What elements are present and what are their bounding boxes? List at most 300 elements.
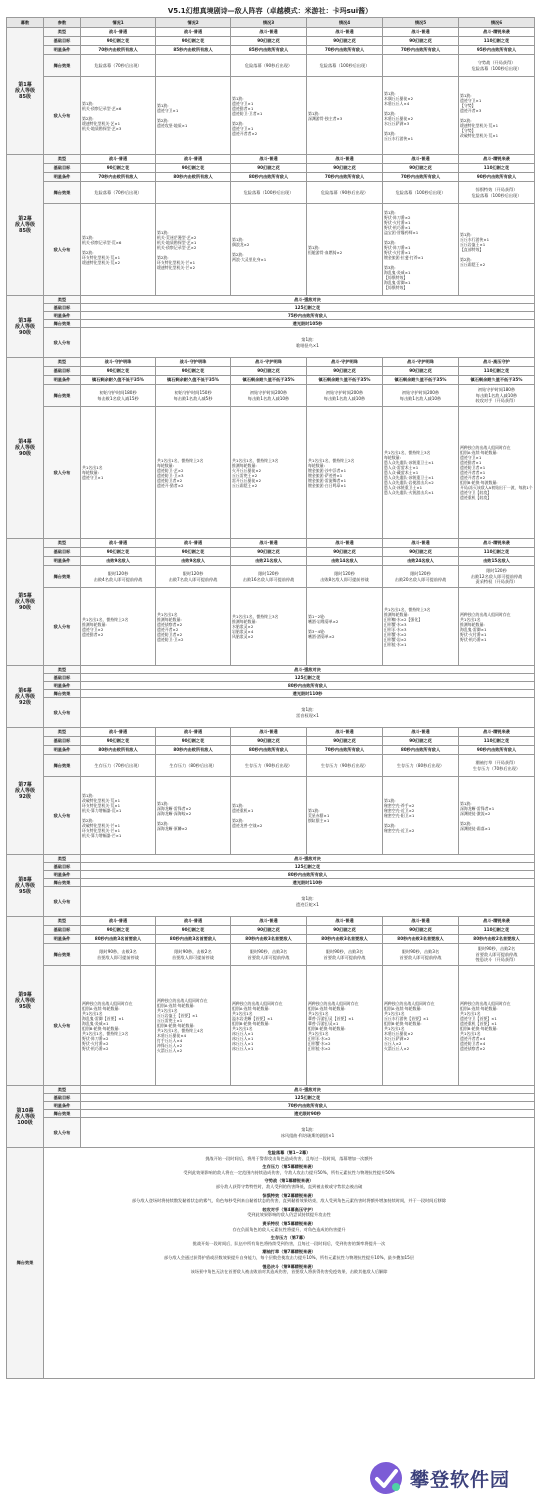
act-row — [7, 77, 535, 155]
merged-cell: 125幻剧之花 — [81, 304, 535, 312]
act-row — [7, 37, 535, 46]
table-cell: 共1名出1名，惯持终上2名 每轮数量: 镀金旅团·沙中浮者×1 镀金旅团·萨迹兽×1 镀金旅团·雷旋舞者×1 镀金旅团·白日鸣章×1 — [307, 407, 383, 539]
act-level-label: 第3幕 敌人等级 90级 — [7, 296, 44, 358]
table-cell: 战斗·普通 — [231, 539, 307, 548]
effect-title: 潮袖打草（第7幕精锐来袭） — [262, 1249, 316, 1255]
table-cell: 80秒内击败3名首要敌人 — [81, 935, 156, 944]
table-cell: 战斗·普通 — [156, 155, 231, 164]
table-cell: 危险落幕（70秒后出现） — [81, 55, 156, 77]
row-label: 敌人分布 — [44, 966, 81, 1086]
row-label: 明星条件 — [44, 46, 81, 55]
act-row — [7, 698, 535, 728]
table-cell: 镇石剩余耐久值不低于35% — [231, 376, 307, 385]
act-row — [7, 55, 535, 77]
act-row — [7, 312, 535, 320]
table-cell: 战斗·普通 — [231, 728, 307, 737]
table-cell: 110幻剧之花 — [459, 164, 535, 173]
row-label: 类型 — [44, 358, 81, 367]
table-cell: 70秒内击败所有敌人 — [383, 46, 459, 55]
table-cell: 85秒内击败所有敌人 — [156, 46, 231, 55]
act-row — [7, 777, 535, 855]
table-cell: 第1波: 秘密空壳·斧手×2 秘密空壳·近卫×2 秘密空壳·阳卫×1 第2波: 秘密空壳·近卫×2 — [383, 777, 459, 855]
merged-cell: 战斗·强敌对决 — [81, 296, 535, 304]
table-cell: 战斗·守护明珠 — [231, 358, 307, 367]
table-cell: 90幻剧之花 — [81, 926, 156, 935]
header-cell: 情况3 — [231, 18, 307, 28]
table-body — [7, 28, 535, 1148]
table-cell: 危险落幕（100秒后出现） — [383, 182, 459, 204]
row-label: 类型 — [44, 666, 81, 674]
table-cell: 第1波: 木偶丘丘暴徒×2 木盾丘丘人×4 第2波: 木盾丘丘暴徒×2 水丘丘萨满×3 第3波: 丘丘水行游侠×1 — [383, 77, 459, 155]
table-cell: 战斗·普通 — [307, 155, 383, 164]
row-label: 舞台效果 — [44, 566, 81, 588]
row-label: 舞台效果 — [44, 385, 81, 407]
row-label: 基础目标 — [44, 863, 81, 871]
row-label: 舞台效果 — [44, 320, 81, 328]
effect-desc: 部分敌人登场时将持续散发黏着状态的雾气，角色每秒受到来自黏着状态的伤害，直到黏着效果结束，敌人受到角色元素伤害时将额外增加持续时间，并于一段时间后移除 — [131, 1198, 447, 1204]
table-cell: 限时120秒 击败16名敌人即可提前停战 — [231, 566, 307, 588]
effect-desc: 受到此效果影响的敌人将在一定范围内持续造成伤害，令敌人攻击力提升50%，所有元素抗性与物理抗性提升50% — [183, 1169, 395, 1175]
table-cell: 战斗·精锐来袭 — [459, 28, 535, 37]
merged-cell: 125幻剧之花 — [81, 1094, 535, 1102]
table-cell: 90幻剧之花 — [307, 926, 383, 935]
table-cell: 战斗·普通 — [81, 728, 156, 737]
act-level-label: 第6幕 敌人等级 92级 — [7, 666, 44, 728]
table-cell: 110幻剧之花 — [459, 548, 535, 557]
table-cell: 战斗·普通 — [383, 28, 459, 37]
table-cell: 共1名出1名，惯持终上3名 推测每轮数量: 火开丘丘暴徒×2 丘丘雷兜王×2 雷开丘丘暴徒×2 丘丘霜铠王×2 — [231, 407, 307, 539]
table-cell: 镇石剩余耐久值不低于35% — [307, 376, 383, 385]
row-label: 基础目标 — [44, 367, 81, 376]
row-label: 舞台效果 — [44, 1110, 81, 1118]
effect-title: 惊惧特效（第2幕精锐来袭） — [262, 1192, 316, 1198]
table-cell: 第1波: 遗迹守卫×1 【守势】 遗迹开者×3 第2波: 缓速特化型机关·荒×1 【守势】 改破特化型机关·荒×1 — [459, 77, 535, 155]
merged-cell: 80秒内击败所有敌人 — [81, 871, 535, 879]
table-cell: 战斗·普通 — [307, 917, 383, 926]
effect-desc: 受到此效果影响的敌人仍尝试持续提升攻击性 — [247, 1212, 331, 1218]
table-cell: 战斗·普通 — [156, 28, 231, 37]
row-label: 明星条件 — [44, 312, 81, 320]
merged-cell: 80秒内击败所有敌人 — [81, 682, 535, 690]
table-cell: 限时120秒 击败7名敌人即可提前停战 — [156, 566, 231, 588]
table-cell: 战斗·普通 — [81, 917, 156, 926]
table-cell: 战斗·普通 — [231, 917, 307, 926]
table-cell: 第1波: 深海龙蜥·雷锋者×1 深渊使徒·激流×2 第2波: 深渊使徒·霜落×1 — [459, 777, 535, 855]
table-cell: 90幻剧之花 — [383, 926, 459, 935]
act-row — [7, 304, 535, 312]
table-cell: 90幻剧之花 — [81, 548, 156, 557]
act-row — [7, 407, 535, 539]
table-cell: 生存压力（90秒后出现） — [231, 755, 307, 777]
table-cell: 战斗·普通 — [231, 155, 307, 164]
table-cell: 80秒内击败3名首要敌人 — [307, 935, 383, 944]
table-cell: 镇石剩余耐久值不低于35% — [156, 376, 231, 385]
table-cell: 90幻剧之花 — [156, 926, 231, 935]
table-cell: 90幻剧之花 — [231, 926, 307, 935]
table-cell: 镇石剩余耐久值不低于35% — [459, 376, 535, 385]
table-cell: 第1波: 遗迹守卫×1 第2波: 遗迹攻坚·地质×1 — [156, 77, 231, 155]
effect-item — [48, 1221, 530, 1232]
row-label: 基础目标 — [44, 164, 81, 173]
table-cell: 战斗·精锐来袭 — [459, 728, 535, 737]
effect-desc: 挑战开始一段时间后，将用于警督攻击角色造成伤害，且每过一段时间，落幕增加一次额外 — [205, 1155, 373, 1161]
row-label: 基础目标 — [44, 37, 81, 46]
table-cell: 生存压力（80秒后出现） — [383, 755, 459, 777]
table-cell: 镇石剩余耐久值不低于35% — [383, 376, 459, 385]
header-cell: 幕数 — [7, 18, 44, 28]
row-label: 基础目标 — [44, 304, 81, 312]
act-row — [7, 746, 535, 755]
act-level-label: 第9幕 敌人等级 95级 — [7, 917, 44, 1086]
row-label: 类型 — [44, 296, 81, 304]
act-row — [7, 935, 535, 944]
table-cell: 70秒内击败所有敌人 — [307, 746, 383, 755]
merged-cell: 75秒内击败所有敌人 — [81, 312, 535, 320]
merged-cell: 遗光限时110秒 — [81, 690, 535, 698]
table-cell: 90幻剧之花 — [81, 367, 156, 376]
table-cell: 110幻剧之花 — [459, 737, 535, 746]
act-level-label: 第4幕 敌人等级 90级 — [7, 358, 44, 539]
table-cell: 战斗·精锐来袭 — [459, 539, 535, 548]
row-label: 敌人分布 — [44, 77, 81, 155]
act-row — [7, 557, 535, 566]
table-cell: 80秒内击败所有敌人 — [81, 746, 156, 755]
table-cell: 90幻剧之花 — [383, 37, 459, 46]
act-row — [7, 204, 535, 296]
act-row — [7, 1110, 535, 1118]
act-row — [7, 863, 535, 871]
page-title: V5.1幻想真境剧诗—敌人阵容（卓越模式：米游社：卡玛sui酱） — [167, 7, 373, 15]
act-level-label: 第10幕 敌人等级 100级 — [7, 1086, 44, 1148]
act-row — [7, 728, 535, 737]
act-row — [7, 173, 535, 182]
header-cell: 情况4 — [307, 18, 383, 28]
table-cell: 90幻剧之花 — [81, 37, 156, 46]
merged-cell: 战斗·强敌对决 — [81, 1086, 535, 1094]
table-cell: 70秒内击败所有敌人 — [81, 46, 156, 55]
act-row — [7, 966, 535, 1086]
table-cell: 80秒内击败3名首要敌人 — [231, 935, 307, 944]
table-cell: 限时120秒 击败8名敌人即可提前停战 — [307, 566, 383, 588]
watermark-text: 攀登软件园 — [410, 1468, 511, 1491]
table-cell: 战斗·普通 — [156, 917, 231, 926]
effect-desc: 部分敌人会通过获得护盾或层数效果提升自身能力，每个层数会使攻击力提升10%，所有元素抗性与物理抗性提升10%，最多叠加15层 — [163, 1254, 415, 1260]
table-cell: 90幻剧之花 — [383, 164, 459, 173]
table-cell: 限时90秒，击败3名 首要敌人即可提前停战 — [307, 944, 383, 966]
merged-cell: 第1波: 遗迹巨蛇×1 — [81, 887, 535, 917]
effect-desc: 该场景中角色无法在首要敌人被击败前对其造成伤害，首要敌人将获得伤害免疫效果，击败其他敌人后解除 — [190, 1269, 388, 1275]
table-cell: 80秒内击败2名首要敌人 — [459, 935, 535, 944]
act-level-label: 第5幕 敌人等级 90级 — [7, 539, 44, 666]
table-cell: 战斗·普通 — [383, 155, 459, 164]
table-cell: 限时90秒，击败3名 首要敌人即可提前停战 — [231, 944, 307, 966]
table-cell: 110幻剧之花 — [459, 37, 535, 46]
table-cell: 战斗·普通 — [81, 155, 156, 164]
table-cell: 击败21名敌人 — [231, 557, 307, 566]
table-cell: 共1名出1名 推测每轮数量: 遗迹侦察者×2 遗迹开者×2 遗迹防卫者×2 遗迹防卫·卫×2 — [156, 588, 231, 666]
act-row — [7, 1118, 535, 1148]
table-cell: 两种独立的出战人组同时存在 组别A·连续·每轮数量: 共1名出1名 海乱鬼·雷御【首要】×1 海乱鬼·炎威×1 组别B·轮换·每轮数量: 共1名出1名，惯持终上2名 野伏·阵刀番×2 野伏·火付番×2 野伏·机巧番×2 — [81, 966, 156, 1086]
act-row — [7, 690, 535, 698]
row-label: 基础目标 — [44, 548, 81, 557]
table-cell: 两种独立的出战人组同时存在 组别A·连续·每轮数量: 共1名出1名 丘丘岩盔王【首要】×1 丘丘雷兜王×1 组别B·轮换·每轮数量: 共1名出1名，惯持终上4名 木盾丘丘暴徒×4 打手丘丘人×4 冲锋丘丘人×2 火箭丘丘人×2 — [156, 966, 231, 1086]
table-cell: 生存压力（90秒后出现） — [307, 755, 383, 777]
table-cell: 90幻剧之花 — [156, 548, 231, 557]
act-row — [7, 182, 535, 204]
header-cell: 参数 — [44, 18, 81, 28]
page — [6, 6, 534, 1379]
effect-desc: 部分敌人获得守势特性时，敌人受到的伤害降低，直到被击败或守势状态被击破 — [215, 1183, 363, 1189]
table-cell — [156, 182, 231, 204]
effect-desc: 挑战开始一段时间后，队伍中所有角色将持续受到伤害，且每过一段时间后，受到伤害的频率将提升一次 — [192, 1240, 386, 1246]
act-row — [7, 879, 535, 887]
table-cell: 限时90秒，击败2名 首要敌人即可提前停战 惶恐决斗（开局获得） — [459, 944, 535, 966]
row-label: 类型 — [44, 28, 81, 37]
watermark — [364, 1456, 534, 1500]
table-cell: 战斗·普通 — [383, 539, 459, 548]
table-cell: 两种独立的出战人组同时存在 共1名出1名 推测每轮数量: 海乱鬼·雷御×1 野伏·火付番×1 野伏·机巧番×1 — [459, 588, 535, 666]
table-cell: 90幻剧之花 — [307, 37, 383, 46]
table-cell: 第1波: 丘丘水行游侠×1 丘丘岩盔王×1 【直部特效】 第2波: 丘丘霜铠王×2 — [459, 204, 535, 296]
table-cell: 战斗·精锐来袭 — [459, 155, 535, 164]
table-cell: 第1波: 机关·荒迷茫漫型·艺×2 机关·地质勘探型·艺×1 机关·侦察记录型·艺×2 第2波: 环支特化型机关·芒×1 缓速特化型机关·芒×2 — [156, 204, 231, 296]
table-cell: 限时120秒 击败12名敌人即可提前停战 责采特权（开局获得） — [459, 566, 535, 588]
effects-row — [7, 1148, 535, 1379]
act-row — [7, 917, 535, 926]
act-row — [7, 376, 535, 385]
table-cell — [383, 55, 459, 77]
table-cell: 初始守护时间180秒 每击败1名敌人减15秒 — [81, 385, 156, 407]
effect-item — [48, 1150, 530, 1161]
table-cell: 共1名出1名，惯持终上2名 每轮数量: 遗迹防卫·艺×2 遗迹防卫·卫×3 遗迹防卫者×2 遗迹开·猎者×2 — [156, 407, 231, 539]
row-label: 类型 — [44, 917, 81, 926]
table-cell: 初始守护时间150秒 每击败1名敌人减5秒 — [156, 385, 231, 407]
table-cell: 初始守护时间200秒 每击败1名敌人减10秒 — [383, 385, 459, 407]
act-row — [7, 926, 535, 935]
table-cell: 90幻剧之花 — [307, 367, 383, 376]
table-cell: 守势战（开局获得） 危险落幕（100秒后出现） — [459, 55, 535, 77]
act-row — [7, 1086, 535, 1094]
row-label: 类型 — [44, 539, 81, 548]
table-cell: 危险落幕（100秒后出现） — [307, 55, 383, 77]
table-cell: 90幻剧之花 — [231, 737, 307, 746]
table-cell: 击败9名敌人 — [81, 557, 156, 566]
merged-cell: 战斗·强敌对决 — [81, 855, 535, 863]
act-row — [7, 887, 535, 917]
table-cell: 70秒内击败所有敌人 — [81, 173, 156, 182]
table-cell: 90幻剧之花 — [156, 737, 231, 746]
table-cell: 共1名出1名 每轮数量: 遗迹守卫×1 — [81, 407, 156, 539]
merged-cell: 125幻剧之花 — [81, 674, 535, 682]
table-cell: 第1波: 偶浪龙×2 第2波: 两浪·大灵里化身×1 — [231, 204, 307, 296]
table-cell: 战斗·普通 — [307, 728, 383, 737]
act-row — [7, 358, 535, 367]
header-cell: 情况2 — [156, 18, 231, 28]
table-cell: 90幻剧之花 — [156, 367, 231, 376]
table-cell: 第1波: 深渊游骨·独主者×3 — [307, 77, 383, 155]
effect-title: 生存压力（第7幕） — [270, 1235, 308, 1241]
effect-item — [48, 1235, 530, 1246]
table-cell: 90幻剧之花 — [307, 548, 383, 557]
table-cell: 第1波: 深海龙蜥·雷锋者×2 深海龙蜥·深海蛟×2 第2波: 深海龙蜥·原鳞×2 — [156, 777, 231, 855]
row-label: 类型 — [44, 155, 81, 164]
effect-item — [48, 1249, 530, 1260]
row-label: 敌人分布 — [44, 588, 81, 666]
row-label: 敌人分布 — [44, 204, 81, 296]
table-cell: 90幻剧之花 — [307, 737, 383, 746]
table-cell: 90幻剧之花 — [307, 164, 383, 173]
table-cell: 限时120秒 击败20名敌人即可提前停战 — [383, 566, 459, 588]
row-label: 明星条件 — [44, 376, 81, 385]
table-cell: 两种独立的出战人组同时存在 组别A·连续·每轮数量: 共1名出1名 丘丘水行游侠【首要】×1 组别B·轮换·每轮数量: 共1名出1名 木盾丘丘暴徒×2 水丘丘萨满×2 丘丘人×2 火箭丘丘人×2 — [383, 966, 459, 1086]
act-row — [7, 1094, 535, 1102]
table-cell: 第1~2轮: 嗜酒·岩喙菊单×2 第3~4轮: 嗜酒·酒菊单×2 — [307, 588, 383, 666]
act-level-label: 第7幕 敌人等级 92级 — [7, 728, 44, 855]
table-cell: 90幻剧之花 — [231, 164, 307, 173]
table-cell: 第1波: 恒舱游骨·血燃骑×2 — [307, 204, 383, 296]
row-label: 敌人分布 — [44, 777, 81, 855]
effects-content — [44, 1148, 535, 1379]
table-cell: 两种独立的出战人组同时存在 组别A·连续·每轮数量: 共1名出1名 遗迹守卫【首要】×1 遗迹重机【首要】×1 组别B·轮换·每轮数量: 共1名出1名 遗迹开者者×4 遗迹防卫者×4 遗迹侦察者×2 — [459, 966, 535, 1086]
act-row — [7, 666, 535, 674]
table-cell: 90秒内击败所有敌人 — [459, 173, 535, 182]
row-label: 明星条件 — [44, 682, 81, 690]
table-cell: 限时120秒 击败4名敌人即可提前停战 — [81, 566, 156, 588]
table-cell: 两种独立的出战人组同时存在 组别A·连续·每轮数量: 共1名出1名 蕈兽·浮游幻灵【首要】×1 蕈兽·浮游幻灵×1 组别B·轮换·每轮数量: 共1名出1名 幻形豕·水×2 幻形蟹·水×2 幻形蛙·水×2 — [307, 966, 383, 1086]
table-cell: 击败24名敌人 — [383, 557, 459, 566]
table-cell: 两种独立的出战人组同时存在 组别A·连续·每轮数量: 遗迹守卫×1 遗迹猎者×1 遗迹防卫者×1 遗迹开者者×1 遗迹开者者×2 组别B·轮换·每波数量: 开局/冻灭该敌人A初始出于一波，每波1个 遗迹守卫【较攻】 遗迹重机【较攻】 — [459, 407, 535, 539]
act-row — [7, 1102, 535, 1110]
header-cell: 情况1 — [81, 18, 156, 28]
act-row — [7, 674, 535, 682]
table-cell: 共1名出1名，惯持终上3名 推测每轮数量: 水胎浆灵×2 岩胎浆灵×4 风胎浆灵×2 — [231, 588, 307, 666]
act-row — [7, 944, 535, 966]
table-cell: 战斗·高压守护 — [459, 358, 535, 367]
table-cell: 80秒内击败所有敌人 — [231, 173, 307, 182]
act-row — [7, 855, 535, 863]
table-cell: 初始守护时间200秒 每击败1名敌人减10秒 — [231, 385, 307, 407]
effect-item — [48, 1178, 530, 1189]
table-cell: 危险落幕（90秒后出现） — [231, 55, 307, 77]
merged-cell: 第1波: 歌唱怪鸟×1 — [81, 328, 535, 358]
watermark-logo-icon — [368, 1460, 404, 1496]
table-cell: 共1名出1名，惯持终上3名 每轮数量: 愚人众先遣队·冰铳重卫士×1 愚人众·雷萤术士×1 愚人众·藏萤术士×1 愚人众先遣队·冰铳重卫士×1 愚人众先遣队·岩使游击兵×2 愚人众·冰铳重卫士×1 愚人众先遣队·火铳游击兵×1 — [383, 407, 459, 539]
table-cell: 70秒内击败所有敌人 — [307, 173, 383, 182]
table-cell: 战斗·普通 — [81, 28, 156, 37]
table-cell: 共1名出1名，惯持终上2名 推测每轮数量: 遗迹守卫×2 遗迹猎者×2 — [81, 588, 156, 666]
table-cell: 初始守护时间200秒 每击败1名敌人减10秒 — [307, 385, 383, 407]
effect-title: 责采特权（第5幕精锐来袭） — [262, 1220, 316, 1226]
row-label: 基础目标 — [44, 674, 81, 682]
table-cell: 90幻剧之花 — [81, 164, 156, 173]
table-cell: 80秒内击败所有敌人 — [383, 746, 459, 755]
table-cell: 80秒内击败3名首要敌人 — [383, 935, 459, 944]
header-cell: 情况5 — [383, 18, 459, 28]
act-level-label: 第8幕 敌人等级 95级 — [7, 855, 44, 917]
row-label: 舞台效果 — [44, 55, 81, 77]
table-cell: 生存压力（80秒后出现） — [156, 755, 231, 777]
table-cell: 80秒内击败所有敌人 — [156, 746, 231, 755]
table-cell — [156, 55, 231, 77]
table-cell: 击败15名敌人 — [459, 557, 535, 566]
table-cell: 战斗·守护明珠 — [81, 358, 156, 367]
row-label: 明星条件 — [44, 871, 81, 879]
row-label: 明星条件 — [44, 557, 81, 566]
row-label: 类型 — [44, 1086, 81, 1094]
merged-cell: 70秒内击败所有敌人 — [81, 1102, 535, 1110]
merged-cell: 遗光限时90秒 — [81, 1110, 535, 1118]
effect-title: 危险落幕（第1~2幕） — [267, 1150, 311, 1155]
act-row — [7, 588, 535, 666]
table-cell: 战斗·精锐来袭 — [459, 917, 535, 926]
table-cell: 镇石剩余耐久值不低于35% — [81, 376, 156, 385]
table-cell: 90幻剧之花 — [156, 37, 231, 46]
act-row — [7, 46, 535, 55]
merged-cell: 125幻剧之花 — [81, 863, 535, 871]
table-cell: 90幻剧之花 — [231, 37, 307, 46]
table-cell: 危险落幕（100秒后出现） — [231, 182, 307, 204]
row-label: 舞台效果 — [44, 690, 81, 698]
table-cell: 95秒内击败所有敌人 — [459, 46, 535, 55]
row-label: 明星条件 — [44, 1102, 81, 1110]
merged-cell: 战斗·强敌对决 — [81, 666, 535, 674]
act-row — [7, 320, 535, 328]
table-cell: 第1波: 遗迹重机×1 第2波: 遗迹龙兽·空战×2 — [231, 777, 307, 855]
table-cell: 第1波: 改破特化型机关·荒×1 环支特化型机关·荒×1 机关·算力增幅器·荒×1 第2波: 改破特化型机关·芒×1 环支特化型机关·芒×1 机关·算力增幅器·芒×1 — [81, 777, 156, 855]
row-label: 明星条件 — [44, 935, 81, 944]
table-cell: 第1波: 荒星赤鬃×1 惯缸鬃主×1 — [307, 777, 383, 855]
table-cell: 初始守护时间180秒 每击败1名敌人减10秒 较攻对手（开局获得） — [459, 385, 535, 407]
table-cell: 击败14名敌人 — [307, 557, 383, 566]
table-cell: 90幻剧之花 — [156, 164, 231, 173]
act-row — [7, 539, 535, 548]
effects-label: 舞台效果 — [7, 1148, 44, 1379]
table-cell: 90幻剧之花 — [231, 367, 307, 376]
table-cell: 潮袖打草（开局获得） 生存压力（70秒后出现） — [459, 755, 535, 777]
effect-title: 生存压力（第5幕精锐来袭） — [262, 1164, 316, 1170]
table-cell: 战斗·普通 — [307, 28, 383, 37]
table-cell: 战斗·普通 — [156, 539, 231, 548]
merged-cell: 第1波: 冰风组曲·科培琉斯的剧团×1 — [81, 1118, 535, 1148]
row-label: 敌人分布 — [44, 328, 81, 358]
table-cell: 85秒内击败所有敌人 — [231, 46, 307, 55]
act-row — [7, 682, 535, 690]
table-cell: 战斗·守护明珠 — [156, 358, 231, 367]
table-cell: 限时90秒，击败3名 首要敌人即可提前停战 — [383, 944, 459, 966]
table-cell: 战斗·守护明珠 — [383, 358, 459, 367]
table-cell: 第1波: 机关·侦察记录型·荒×6 第2波: 环支特化型机关·荒×1 缓速特化型机关·荒×2 — [81, 204, 156, 296]
table-cell: 击败9名敌人 — [156, 557, 231, 566]
row-label: 舞台效果 — [44, 879, 81, 887]
merged-cell: 遗光限时105秒 — [81, 320, 535, 328]
row-label: 基础目标 — [44, 926, 81, 935]
act-row — [7, 155, 535, 164]
act-row — [7, 328, 535, 358]
table-cell: 惊惧特效（开局获得） 危险落幕（100秒后出现） — [459, 182, 535, 204]
effect-title: 较攻对手（第4幕高压守护） — [262, 1206, 316, 1212]
table-cell: 80秒内击败所有敌人 — [231, 746, 307, 755]
act-level-label: 第2幕 敌人等级 85级 — [7, 155, 44, 296]
row-label: 明星条件 — [44, 173, 81, 182]
effect-item — [48, 1193, 530, 1204]
act-row — [7, 385, 535, 407]
row-label: 舞台效果 — [44, 182, 81, 204]
table-cell: 90幻剧之花 — [81, 737, 156, 746]
table-cell: 共1名出1名，惯持终上3名 推测每轮数量: 幻形蜘·水×2【强化】 幻形蟹·水×3 幻形豕·水×3 幻形蟹·水×2 幻形蟹·岩×2 幻形蛙·水×1 — [383, 588, 459, 666]
act-row — [7, 296, 535, 304]
row-label: 敌人分布 — [44, 698, 81, 728]
table-cell: 战斗·普通 — [231, 28, 307, 37]
